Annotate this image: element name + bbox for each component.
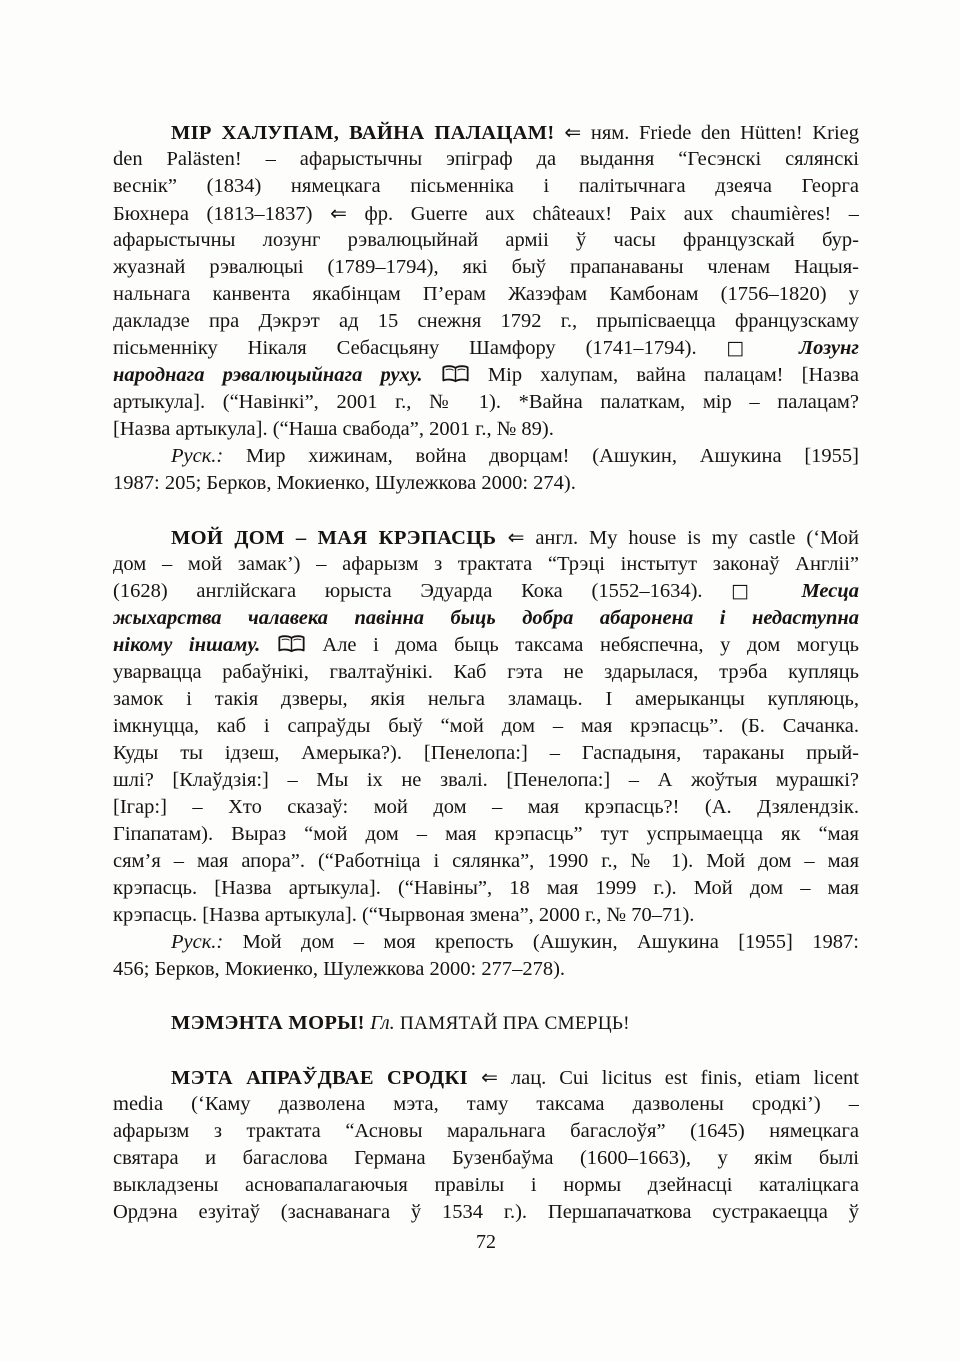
text-run: Мір халупам, вайна палацам! [Назва bbox=[469, 364, 859, 386]
text-run: Бюхнера (1813–1837) bbox=[113, 203, 331, 225]
text-line bbox=[113, 767, 859, 794]
text-line bbox=[113, 740, 859, 767]
text-run: уварвацца рабаўнікі, гвалтаўнікі. Каб гэта не здарылася, трэба купляць bbox=[113, 661, 859, 683]
paragraph bbox=[113, 443, 859, 497]
text-run: жыхарства чалавека павінна быць добра абаронена і недаступна bbox=[113, 607, 859, 629]
page-footer bbox=[113, 1229, 859, 1256]
text-line bbox=[113, 443, 859, 470]
paragraph bbox=[113, 524, 859, 929]
text-line bbox=[113, 713, 859, 740]
text-run: МЭМЭНТА МОРЫ! bbox=[171, 1012, 371, 1034]
open-book-icon bbox=[277, 634, 306, 656]
page-number: 72 bbox=[476, 1231, 496, 1253]
text-run: дакладзе пра Дэкрэт ад 15 снежня 1792 г., прыпісваецца французскаму bbox=[113, 310, 859, 332]
text-line bbox=[113, 227, 859, 254]
text-run: media (‘Каму дазволена мэта, таму таксама дазволены сродкі’) – bbox=[113, 1093, 859, 1115]
text-run: den Palästen! – афарыстычны эпіграф да выдання “Гесэнскі сялянскі bbox=[113, 148, 859, 170]
text-run: дом – мой замак’) – афарызм з трактата “Трэці інстытут законаў Англіі” bbox=[113, 553, 859, 575]
text-line bbox=[113, 821, 859, 848]
text-line bbox=[113, 578, 859, 605]
text-line bbox=[113, 335, 859, 362]
text-line bbox=[113, 1064, 859, 1091]
text-line bbox=[113, 929, 859, 956]
text-run: жуазнай рэвалюцыі (1789–1794), які быў прапанаваны членам Нацыя- bbox=[113, 256, 859, 278]
text-run: Руск.: bbox=[171, 445, 247, 467]
text-run: 456; Берков, Мокиенко, Шулежкова 2000: 277–278). bbox=[113, 958, 566, 980]
text-run: ПАМЯТАЙ ПРА СМЕРЦЬ! bbox=[399, 1013, 630, 1034]
text-run: [Ігар:] – Хто сказаў: мой дом – мая крэпасць?! (А. Дзялендзік. bbox=[113, 796, 859, 818]
text-run: артыкула]. (“Навінкі”, 2001 г., № 1). *Вайна палаткам, мір – палацам? bbox=[113, 391, 859, 413]
text-run: Мир хижинам, война дворцам! (Ашукин, Ашукина [1955] bbox=[246, 445, 859, 467]
text-run: Месца bbox=[772, 580, 859, 602]
text-run: Гл. bbox=[370, 1012, 400, 1034]
text-line bbox=[113, 200, 859, 227]
text-line bbox=[113, 1172, 859, 1199]
text-run: [Назва артыкула]. (“Наша свабода”, 2001 г., № 89). bbox=[113, 418, 554, 440]
text-line bbox=[113, 551, 859, 578]
text-run: МЭТА АПРАЎДВАЕ СРОДКІ bbox=[171, 1067, 482, 1089]
text-run: народнага рэвалюцыйнага руху. bbox=[113, 364, 441, 386]
text-line bbox=[113, 173, 859, 200]
paragraph bbox=[113, 119, 859, 443]
text-block bbox=[113, 119, 859, 1226]
text-line bbox=[113, 389, 859, 416]
text-line bbox=[113, 659, 859, 686]
text-run: веснік” (1834) нямецкага пісьменніка і палітычнага дзеяча Георга bbox=[113, 175, 859, 197]
double-arrow-icon: ⇐ bbox=[481, 1065, 498, 1089]
text-run: крэпасць. [Назва артыкула]. (“Чырвоная змена”, 2000 г., № 70–71). bbox=[113, 904, 695, 926]
text-run: Руск.: bbox=[171, 931, 243, 953]
white-square-icon: □ bbox=[731, 580, 773, 602]
paragraph bbox=[113, 1064, 859, 1226]
text-run: нальнага канвента якабінцам П’ерам Жазэфам Камбонам (1756–1820) у bbox=[113, 283, 859, 305]
text-line bbox=[113, 875, 859, 902]
text-line bbox=[113, 470, 859, 497]
text-run: нікому іншаму. bbox=[113, 634, 277, 656]
text-line bbox=[113, 1145, 859, 1172]
text-run: выкладзены асновапалагаючыя правілы і нормы дзейнасці каталіцкага bbox=[113, 1174, 859, 1196]
text-run: імкнуцца, каб і сапраўды быў “мой дом – мая крэпасць”. (Б. Сачанка. bbox=[113, 715, 859, 737]
text-line bbox=[113, 848, 859, 875]
text-line bbox=[113, 605, 859, 632]
text-run: шлі? [Клаўдзія:] – Мы іх не звалі. [Пенелопа:] – А жоўтыя мурашкі? bbox=[113, 769, 859, 791]
text-run: Мой дом – моя крепость (Ашукин, Ашукина [1955] 1987: bbox=[242, 931, 859, 953]
text-line bbox=[113, 956, 859, 983]
text-line bbox=[113, 902, 859, 929]
text-line bbox=[113, 632, 859, 659]
text-run: МОЙ ДОМ – МАЯ КРЭПАСЦЬ bbox=[171, 527, 508, 549]
text-run: крэпасць. [Назва артыкула]. (“Навіны”, 18 мая 1999 г.). Мой дом – мая bbox=[113, 877, 859, 899]
text-run: МІР ХАЛУПАМ, ВАЙНА ПАЛАЦАМ! bbox=[171, 122, 565, 144]
text-run: замок і такія дзверы, якія нельга зламаць. І амерыканцы купляюць, bbox=[113, 688, 859, 710]
text-run: сям’я – мая апора”. (“Работніца і сялянка”, 1990 г., № 1). Мой дом – мая bbox=[113, 850, 859, 872]
text-run: лац. Cui licitus est finis, etiam licent bbox=[497, 1067, 859, 1089]
text-run: афарыстычны лозунг рэвалюцыйнай арміі ў часы французскай бур- bbox=[113, 229, 859, 251]
text-line bbox=[113, 416, 859, 443]
text-run: Ордэна езуітаў (заснаванага ў 1534 г.). Першапачаткова сустракаецца ў bbox=[113, 1201, 859, 1223]
text-run: англ. My house is my castle (‘Мой bbox=[524, 527, 859, 549]
text-run: (1628) англійскага юрыста Эдуарда Кока (1552–1634). bbox=[113, 580, 732, 602]
text-line bbox=[113, 1091, 859, 1118]
text-run: Лозунг bbox=[769, 337, 859, 359]
text-line bbox=[113, 1010, 859, 1037]
text-run: афарызм з трактата “Асновы маральнага багаслоўя” (1645) нямецкага bbox=[113, 1120, 859, 1142]
white-square-icon: □ bbox=[726, 337, 770, 359]
open-book-icon bbox=[441, 364, 470, 386]
text-line bbox=[113, 1199, 859, 1226]
text-run: святара и багаслова Германа Бузенбаўма (1600–1663), у якім былі bbox=[113, 1147, 859, 1169]
text-line bbox=[113, 1118, 859, 1145]
paragraph bbox=[113, 1010, 859, 1037]
text-line bbox=[113, 146, 859, 173]
text-line bbox=[113, 362, 859, 389]
text-run: Але і дома быць таксама небяспечна, у дом могуць bbox=[305, 634, 859, 656]
text-line bbox=[113, 281, 859, 308]
text-run: 1987: 205; Берков, Мокиенко, Шулежкова 2000: 274). bbox=[113, 472, 576, 494]
text-line bbox=[113, 308, 859, 335]
text-run: Гіпапатам). Выраз “мой дом – мая крэпасць” тут успрымаецца як “мая bbox=[113, 823, 859, 845]
text-line bbox=[113, 794, 859, 821]
double-arrow-icon: ⇐ bbox=[330, 201, 347, 225]
text-line bbox=[113, 254, 859, 281]
double-arrow-icon: ⇐ bbox=[564, 120, 582, 144]
text-line bbox=[113, 524, 859, 551]
text-run: Куды ты ідзеш, Амерыка?). [Пенелопа:] – Гаспадыня, тараканы прый- bbox=[113, 742, 859, 764]
text-line bbox=[113, 119, 859, 146]
text-run: фр. Guerre aux châteaux! Paix aux chaumières! – bbox=[346, 203, 859, 225]
text-line bbox=[113, 686, 859, 713]
text-run: ням. Friede den Hütten! Krieg bbox=[581, 122, 859, 144]
text-run: пісьменніку Нікаля Себасцьяну Шамфору (1741–1794). bbox=[113, 337, 727, 359]
double-arrow-icon: ⇐ bbox=[507, 525, 525, 549]
paragraph bbox=[113, 929, 859, 983]
